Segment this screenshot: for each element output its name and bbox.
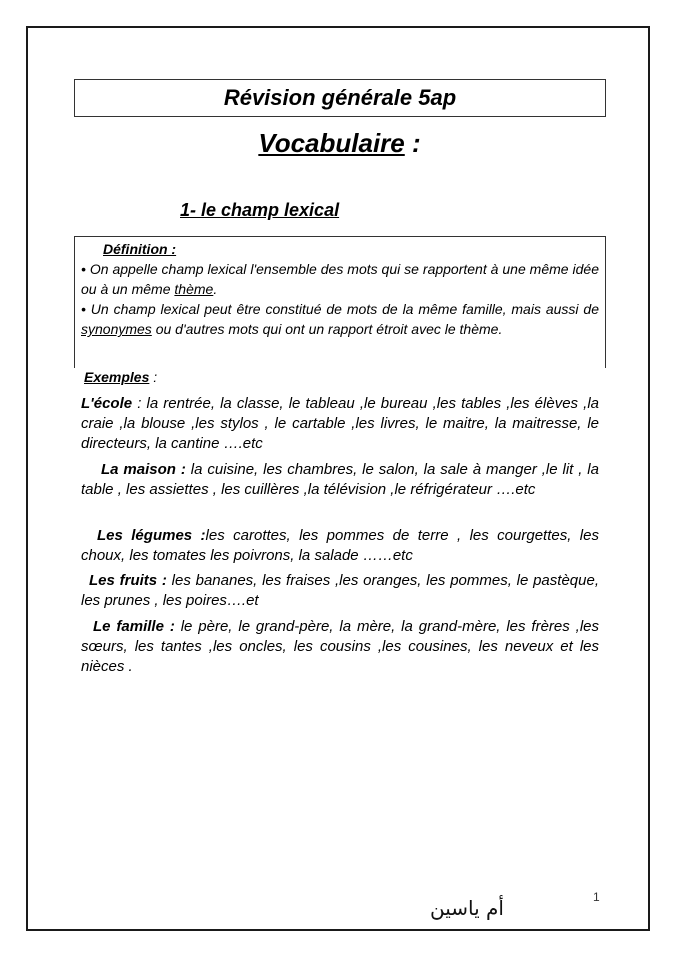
example-legumes [81, 526, 599, 566]
example-fruits [81, 571, 599, 611]
definition-box [74, 236, 606, 368]
section-title [0, 128, 679, 159]
section-title-suffix: : [404, 128, 421, 158]
definition-term-theme: thème [174, 281, 214, 297]
examples-heading-colon: : [149, 369, 158, 385]
example-text: les carottes, les pommes de terre , les courgettes, les choux, les tomates les poivrons, la salade ……etc [81, 527, 599, 564]
author-signature: أم ياسين [430, 896, 504, 920]
example-label: La maison : [101, 461, 186, 478]
example-label: Le famille : [93, 618, 175, 635]
example-text: le père, le grand-père, la mère, la grand-mère, les frères ,les sœurs, les tantes ,les oncles, les cousins ,les cousines, les neveux et les nièces . [81, 618, 599, 675]
definition-line-2-end: ou d'autres mots qui ont un rapport étroit avec le thème. [151, 321, 503, 337]
definition-line-1-end: . [213, 281, 218, 297]
example-label: Les fruits : [89, 572, 167, 589]
example-label: L'école [81, 395, 133, 412]
example-label: Les légumes : [97, 527, 206, 544]
page-number: 1 [593, 890, 600, 904]
subsection-title: 1- le champ lexical [180, 200, 340, 220]
examples-heading [84, 369, 157, 385]
section-title-text: Vocabulaire [258, 128, 405, 158]
definition-line-1 [81, 259, 599, 299]
example-text: : la rentrée, la classe, le tableau ,le bureau ,les tables ,les élèves ,la craie ,la blouse ,les stylos , le cartable ,les livres, le maitre, la maitresse, le directeurs, la cantine ….etc [81, 395, 599, 452]
document-title: Révision générale 5ap [74, 79, 606, 117]
definition-line-2 [81, 299, 599, 339]
definition-heading: Définition : [103, 241, 177, 257]
examples-heading-text: Exemples [84, 369, 150, 385]
example-text: la cuisine, les chambres, le salon, la sale à manger ,le lit , la table , les assiettes , les cuillères ,la télévision ,le réfrigérateur ….etc [81, 461, 599, 498]
example-ecole [81, 394, 599, 454]
example-text: les bananes, les fraises ,les oranges, les pommes, le pastèque, les prunes , les poires….et [81, 572, 599, 609]
definition-line-1-text: • On appelle champ lexical l'ensemble des mots qui se rapportent à une même idée ou à un même [81, 261, 599, 297]
example-maison [81, 460, 599, 500]
definition-term-synonymes: synonymes [81, 321, 152, 337]
definition-line-2-text: • Un champ lexical peut être constitué de mots de la même famille, mais aussi de [81, 301, 599, 317]
example-famille [81, 617, 599, 677]
